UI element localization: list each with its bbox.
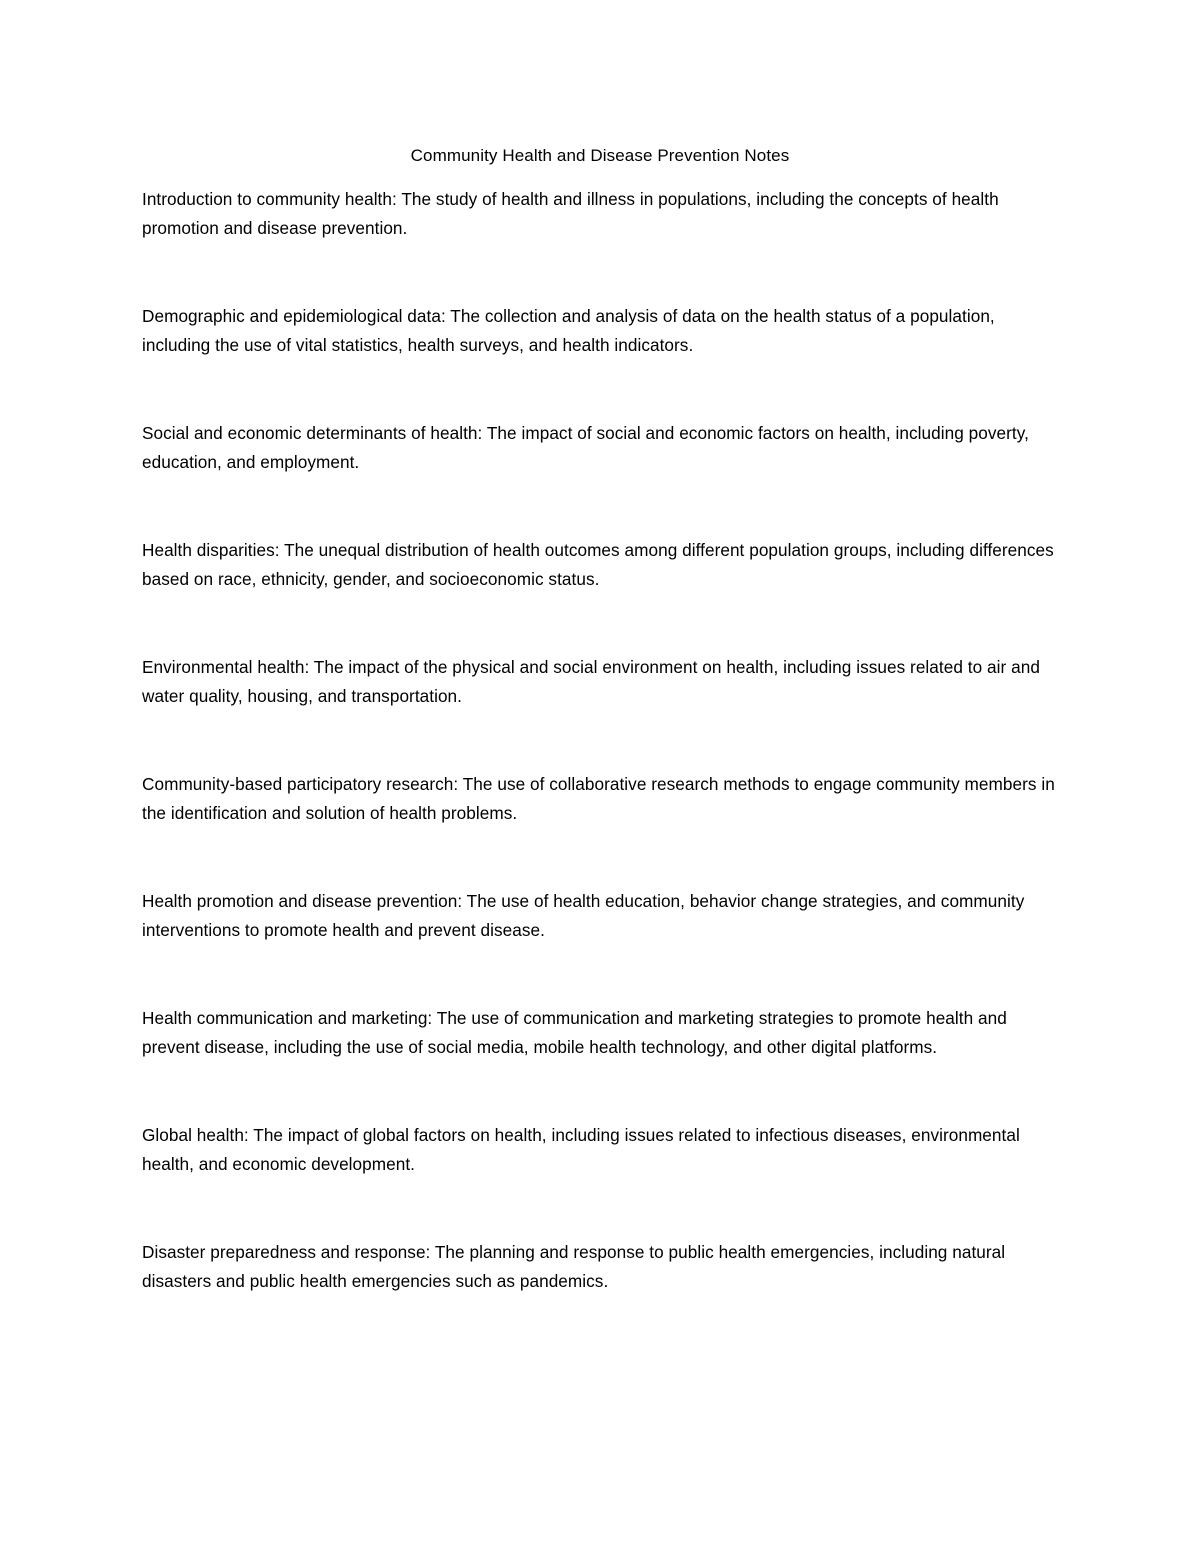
paragraph-demographic-data: Demographic and epidemiological data: The collection and analysis of data on the health status of a population, including the use of vital statistics, health surveys, and health indicators.: [142, 306, 995, 355]
paragraph-social-determinants: Social and economic determinants of health: The impact of social and economic factors on health, including poverty, education, and employment.: [142, 423, 1029, 472]
paragraph-introduction: Introduction to community health: The study of health and illness in populations, including the concepts of health promotion and disease prevention.: [142, 189, 999, 238]
document-title: Community Health and Disease Prevention Notes: [410, 146, 790, 165]
paragraph-participatory-research: Community-based participatory research: The use of collaborative research methods to engage community members in the identification and solution of health problems.: [142, 774, 1055, 823]
paragraph-disaster-preparedness: Disaster preparedness and response: The planning and response to public health emergencies, including natural disasters and public health emergencies such as pandemics.: [142, 1242, 1006, 1291]
document-body: [142, 185, 1060, 1355]
paragraph-health-communication: Health communication and marketing: The use of communication and marketing strategies to promote health and prevent disease, including the use of social media, mobile health technology, and other digital platforms.: [142, 1008, 1007, 1057]
paragraph-health-promotion: Health promotion and disease prevention: The use of health education, behavior change strategies, and community interventions to promote health and prevent disease.: [142, 891, 1025, 940]
paragraph-health-disparities: Health disparities: The unequal distribution of health outcomes among different population groups, including differences based on race, ethnicity, gender, and socioeconomic status.: [142, 540, 1054, 589]
paragraph-environmental-health: Environmental health: The impact of the physical and social environment on health, including issues related to air and water quality, housing, and transportation.: [142, 657, 1040, 706]
paragraph-global-health: Global health: The impact of global factors on health, including issues related to infectious diseases, environmental health, and economic development.: [142, 1125, 1020, 1174]
